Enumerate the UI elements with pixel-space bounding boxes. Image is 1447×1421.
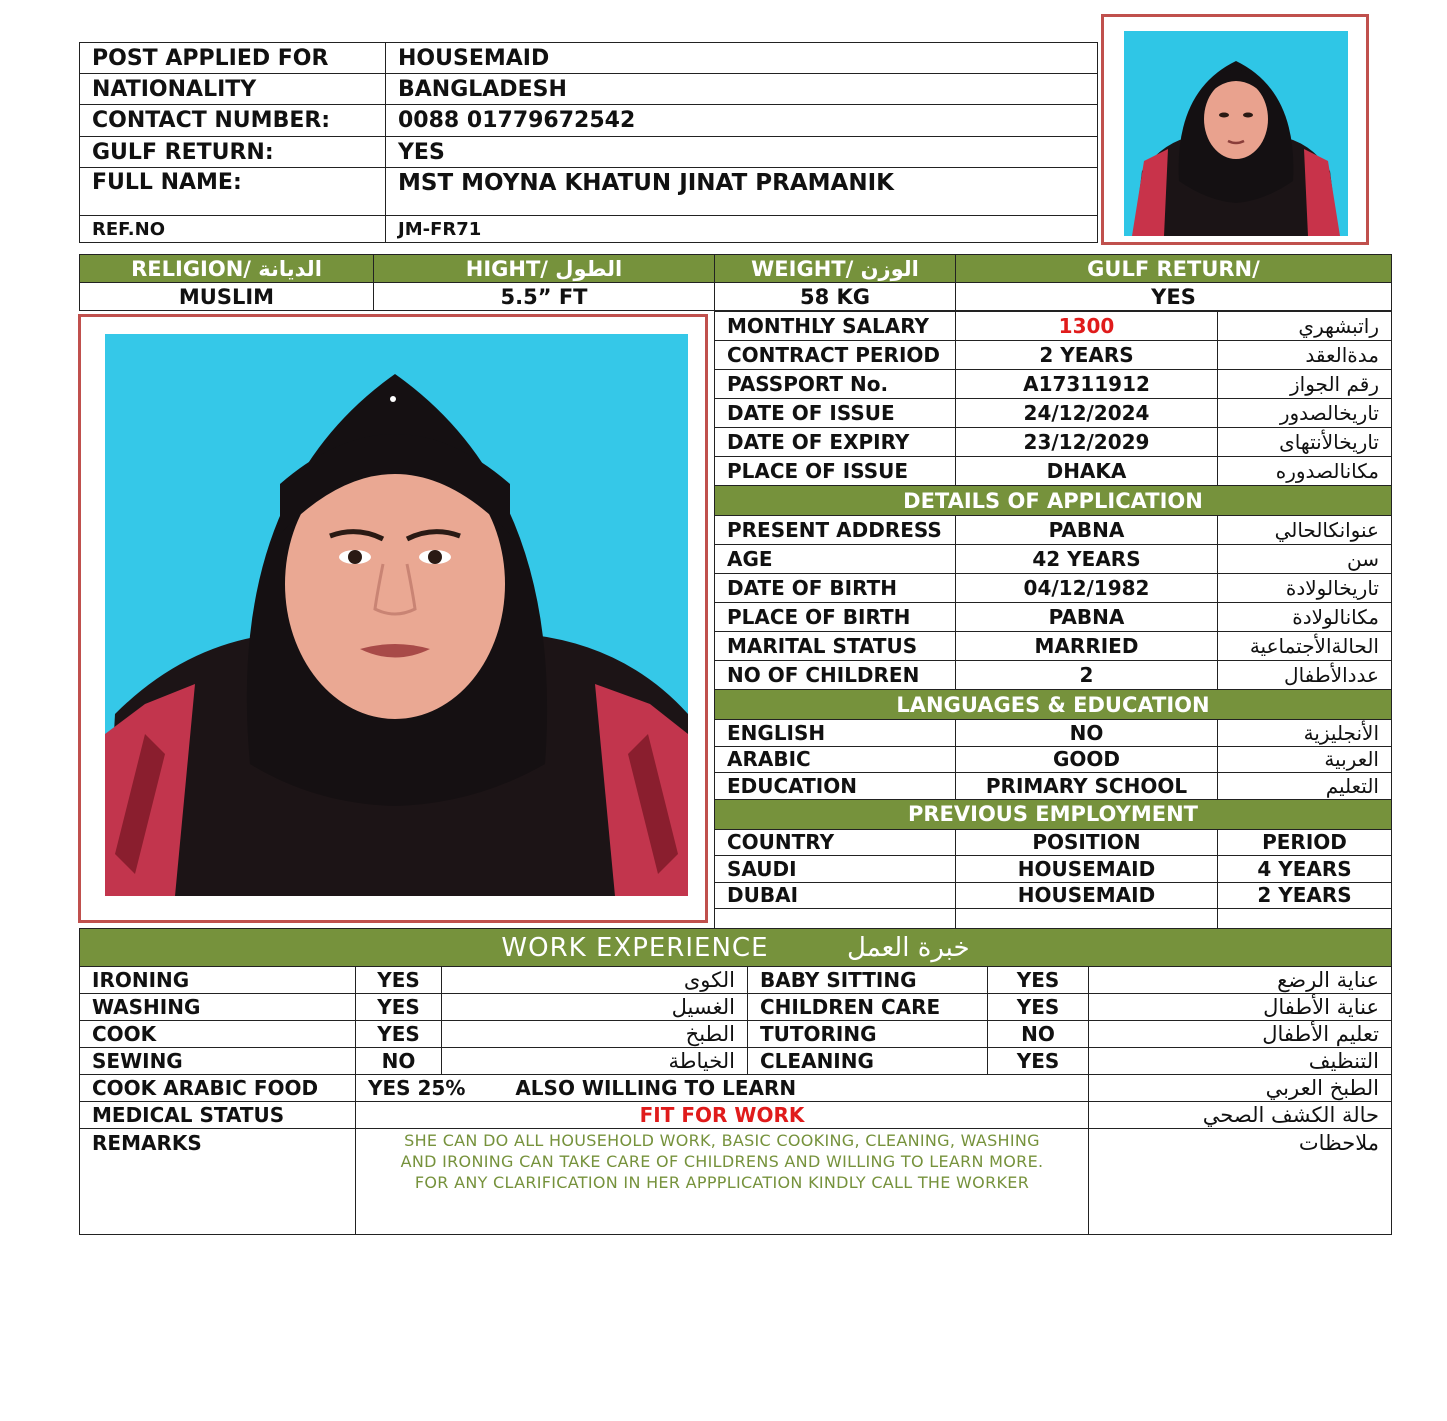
work-heading-english: WORK EXPERIENCE	[501, 932, 769, 963]
post-applied-value: HOUSEMAID	[386, 43, 1098, 74]
weight-header: WEIGHT/ الوزن	[715, 255, 956, 283]
remarks-arabic: ملاحظات	[1089, 1129, 1392, 1235]
skill-label: WASHING	[80, 994, 356, 1021]
date-of-issue-arabic: تاريخالصدور	[1218, 399, 1392, 428]
education-arabic: التعليم	[1218, 773, 1392, 800]
place-of-birth-label: PLACE OF BIRTH	[715, 603, 956, 632]
children-arabic: عددالأطفال	[1218, 661, 1392, 690]
education-label: EDUCATION	[715, 773, 956, 800]
employment-country: DUBAI	[715, 882, 956, 909]
employment-col-period: PERIOD	[1218, 829, 1392, 856]
skill-arabic: تعليم الأطفال	[1089, 1021, 1392, 1048]
cook-arabic-food-label: COOK ARABIC FOOD	[80, 1075, 356, 1102]
skill-value: YES	[988, 994, 1089, 1021]
work-heading-arabic: خبرة العمل	[847, 932, 970, 963]
age-label: AGE	[715, 545, 956, 574]
gulf-return-strip-value: YES	[956, 283, 1392, 311]
cook-arabic-food-value: YES 25%	[368, 1076, 466, 1100]
english-label: ENGLISH	[715, 720, 956, 747]
passport-details-table	[714, 311, 1392, 936]
present-address-arabic: عنوانكالحالي	[1218, 516, 1392, 545]
employment-position: HOUSEMAID	[956, 856, 1218, 883]
weight-value: 58 KG	[715, 283, 956, 311]
marital-status-label: MARITAL STATUS	[715, 632, 956, 661]
skill-arabic: الخياطة	[442, 1048, 748, 1075]
contract-period-arabic: مدةالعقد	[1218, 341, 1392, 370]
date-of-birth-value: 04/12/1982	[956, 574, 1218, 603]
religion-value: MUSLIM	[80, 283, 374, 311]
children-label: NO OF CHILDREN	[715, 661, 956, 690]
portrait-image-small	[1124, 31, 1348, 236]
employment-period: 2 YEARS	[1218, 882, 1392, 909]
skill-value: YES	[988, 1048, 1089, 1075]
passport-no-value: A17311912	[956, 370, 1218, 399]
skill-label: SEWING	[80, 1048, 356, 1075]
date-of-birth-label: DATE OF BIRTH	[715, 574, 956, 603]
remarks-line: AND IRONING CAN TAKE CARE OF CHILDRENS AND WILLING TO LEARN MORE.	[400, 1152, 1044, 1171]
age-value: 42 YEARS	[956, 545, 1218, 574]
ref-no-label: REF.NO	[80, 216, 386, 243]
arabic-value: GOOD	[956, 746, 1218, 773]
children-value: 2	[956, 661, 1218, 690]
place-of-issue-arabic: مكانالصدوره	[1218, 457, 1392, 486]
employment-period: 4 YEARS	[1218, 856, 1392, 883]
passport-no-label: PASSPORT No.	[715, 370, 956, 399]
applicant-info-table	[79, 42, 1098, 243]
skill-label: TUTORING	[748, 1021, 988, 1048]
nationality-label: NATIONALITY	[80, 74, 386, 105]
present-address-value: PABNA	[956, 516, 1218, 545]
languages-heading: LANGUAGES & EDUCATION	[715, 690, 1392, 720]
work-experience-table	[79, 928, 1392, 1235]
english-arabic: الأنجليزية	[1218, 720, 1392, 747]
present-address-label: PRESENT ADDRESS	[715, 516, 956, 545]
skill-value: YES	[356, 994, 442, 1021]
date-of-birth-arabic: تاريخالولادة	[1218, 574, 1392, 603]
height-header: HIGHT/ الطول	[374, 255, 715, 283]
skill-value: YES	[356, 967, 442, 994]
medical-status-label: MEDICAL STATUS	[80, 1102, 356, 1129]
education-value: PRIMARY SCHOOL	[956, 773, 1218, 800]
full-name-label: FULL NAME:	[80, 168, 386, 216]
employment-country: SAUDI	[715, 856, 956, 883]
gulf-return-header: GULF RETURN/	[956, 255, 1392, 283]
monthly-salary-value: 1300	[956, 312, 1218, 341]
employment-heading: PREVIOUS EMPLOYMENT	[715, 799, 1392, 829]
skill-value: NO	[356, 1048, 442, 1075]
gulf-return-label: GULF RETURN:	[80, 137, 386, 168]
post-applied-label: POST APPLIED FOR	[80, 43, 386, 74]
cook-arabic-food-arabic: الطبخ العربي	[1089, 1075, 1392, 1102]
contract-period-value: 2 YEARS	[956, 341, 1218, 370]
date-of-issue-label: DATE OF ISSUE	[715, 399, 956, 428]
passport-photo-large	[78, 314, 708, 923]
ref-no-value: JM-FR71	[386, 216, 1098, 243]
height-value: 5.5” FT	[374, 283, 715, 311]
employment-position: HOUSEMAID	[956, 882, 1218, 909]
work-experience-heading	[80, 929, 1392, 967]
skill-arabic: عناية الرضع	[1089, 967, 1392, 994]
remarks-label: REMARKS	[80, 1129, 356, 1235]
skill-value: YES	[988, 967, 1089, 994]
passport-photo-small	[1101, 14, 1369, 245]
skill-arabic: الطبخ	[442, 1021, 748, 1048]
application-heading: DETAILS OF APPLICATION	[715, 486, 1392, 516]
contact-number-label: CONTACT NUMBER:	[80, 105, 386, 137]
gulf-return-value: YES	[386, 137, 1098, 168]
skill-arabic: عناية الأطفال	[1089, 994, 1392, 1021]
english-value: NO	[956, 720, 1218, 747]
skill-value: YES	[356, 1021, 442, 1048]
skill-value: NO	[988, 1021, 1089, 1048]
skill-label: COOK	[80, 1021, 356, 1048]
skill-arabic: التنظيف	[1089, 1048, 1392, 1075]
medical-status-arabic: حالة الكشف الصحي	[1089, 1102, 1392, 1129]
place-of-birth-arabic: مكانالولادة	[1218, 603, 1392, 632]
marital-status-value: MARRIED	[956, 632, 1218, 661]
place-of-birth-value: PABNA	[956, 603, 1218, 632]
portrait-illustration-large	[105, 334, 688, 896]
passport-no-arabic: رقم الجواز	[1218, 370, 1392, 399]
date-of-expiry-arabic: تاريخالأنتهاى	[1218, 428, 1392, 457]
physical-stats-strip	[79, 254, 1392, 311]
contract-period-label: CONTRACT PERIOD	[715, 341, 956, 370]
skill-arabic: الكوى	[442, 967, 748, 994]
date-of-expiry-value: 23/12/2029	[956, 428, 1218, 457]
skill-label: BABY SITTING	[748, 967, 988, 994]
medical-status-value: FIT FOR WORK	[356, 1102, 1089, 1129]
skill-label: IRONING	[80, 967, 356, 994]
place-of-issue-label: PLACE OF ISSUE	[715, 457, 956, 486]
remarks-line: SHE CAN DO ALL HOUSEHOLD WORK, BASIC COOKING, CLEANING, WASHING	[404, 1131, 1040, 1150]
portrait-image-large	[105, 334, 688, 896]
remarks-text	[356, 1129, 1089, 1235]
employment-col-country: COUNTRY	[715, 829, 956, 856]
age-arabic: سن	[1218, 545, 1392, 574]
monthly-salary-arabic: راتبشهري	[1218, 312, 1392, 341]
arabic-arabic: العربية	[1218, 746, 1392, 773]
skill-label: CLEANING	[748, 1048, 988, 1075]
nationality-value: BANGLADESH	[386, 74, 1098, 105]
full-name-value: MST MOYNA KHATUN JINAT PRAMANIK	[386, 168, 1098, 216]
religion-header: RELIGION/ الديانة	[80, 255, 374, 283]
date-of-expiry-label: DATE OF EXPIRY	[715, 428, 956, 457]
portrait-illustration-small	[1124, 31, 1348, 236]
date-of-issue-value: 24/12/2024	[956, 399, 1218, 428]
cook-arabic-food-value-cell	[356, 1075, 1089, 1102]
arabic-label: ARABIC	[715, 746, 956, 773]
skill-arabic: الغسيل	[442, 994, 748, 1021]
remarks-line: FOR ANY CLARIFICATION IN HER APPPLICATION KINDLY CALL THE WORKER	[414, 1173, 1030, 1192]
marital-status-arabic: الحالةالأجتماعية	[1218, 632, 1392, 661]
employment-col-position: POSITION	[956, 829, 1218, 856]
contact-number-value: 0088 01779672542	[386, 105, 1098, 137]
monthly-salary-label: MONTHLY SALARY	[715, 312, 956, 341]
skill-label: CHILDREN CARE	[748, 994, 988, 1021]
place-of-issue-value: DHAKA	[956, 457, 1218, 486]
cook-arabic-food-note: ALSO WILLING TO LEARN	[515, 1076, 797, 1100]
